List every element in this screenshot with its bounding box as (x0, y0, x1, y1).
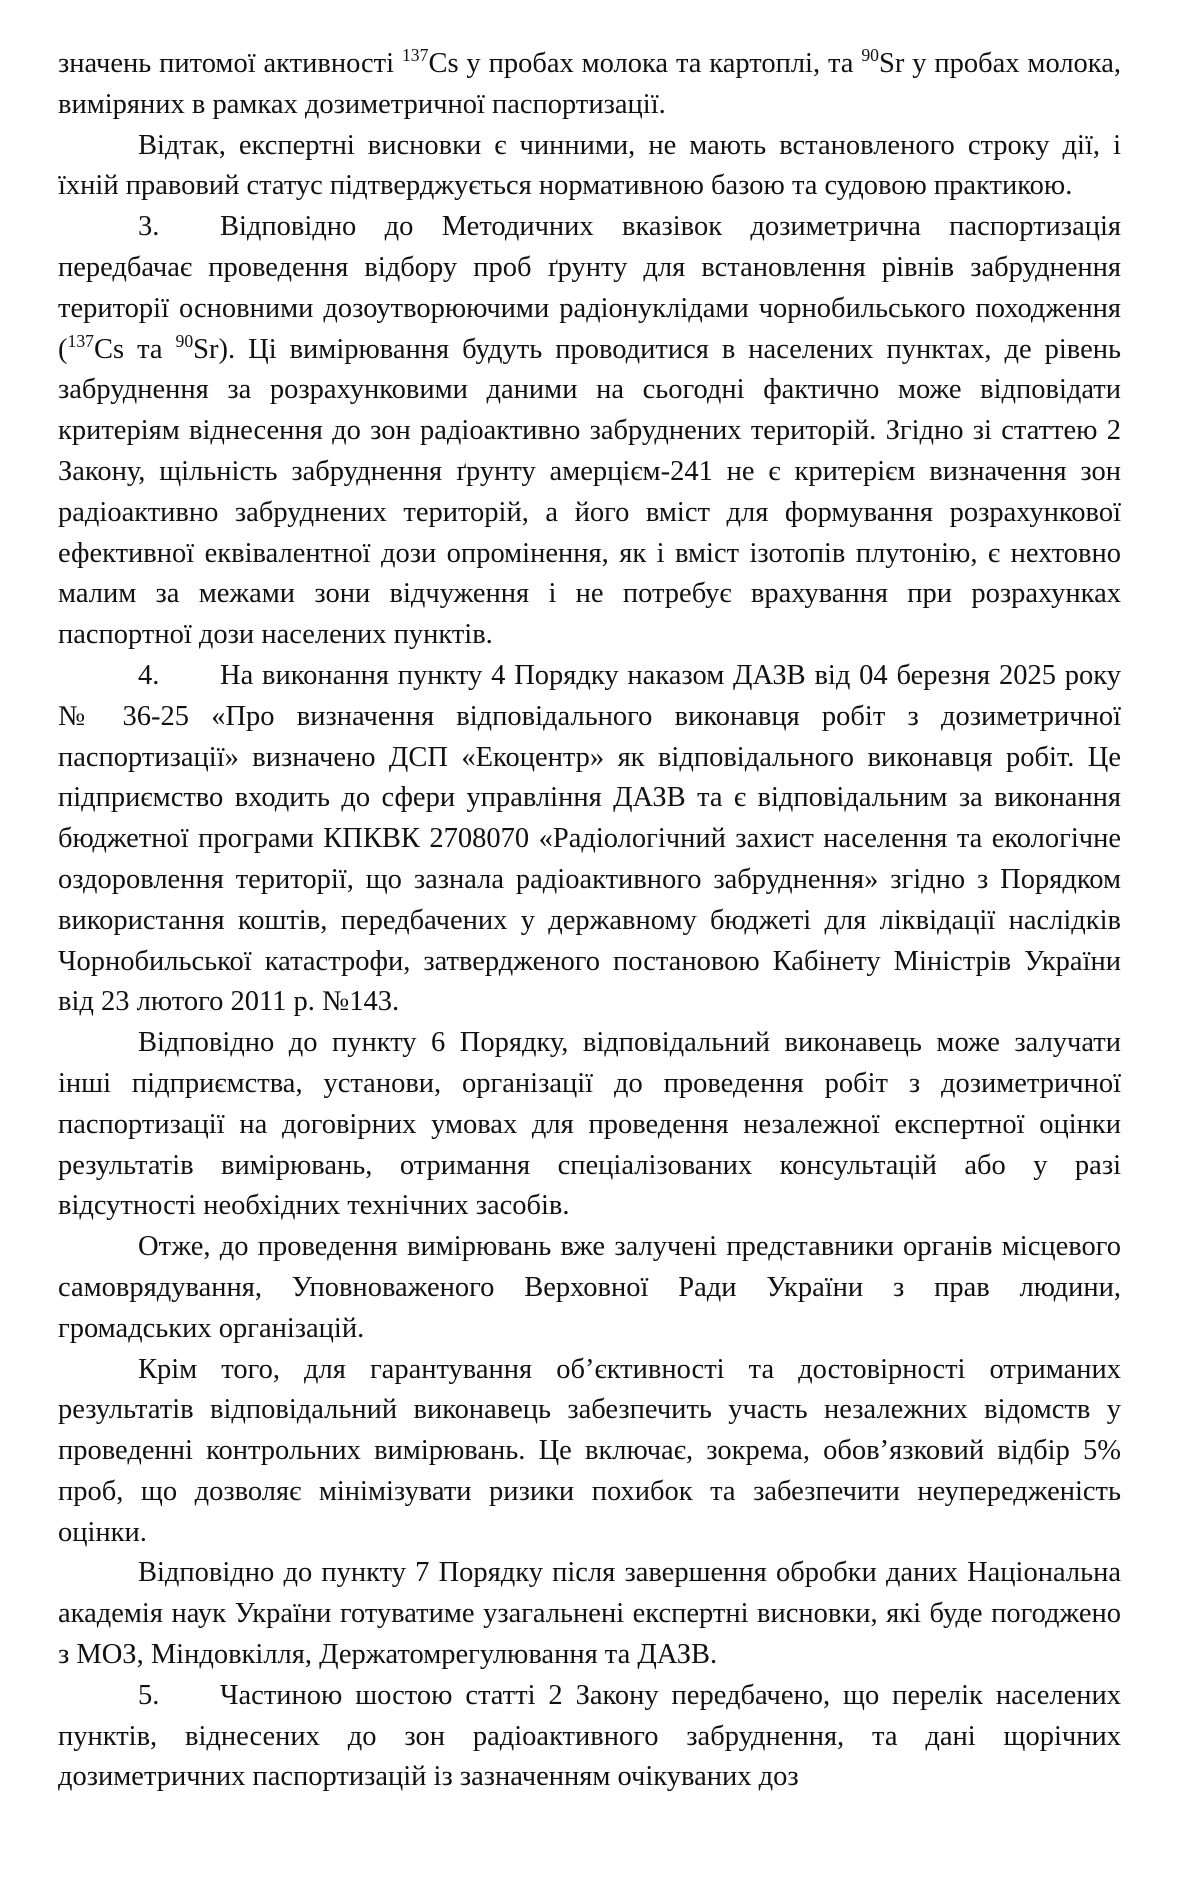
text-segment: Cs та (93, 333, 176, 365)
item-number: 4. (138, 659, 160, 691)
text-segment: На виконання пункту 4 Порядку наказом ДАЗВ від 04 березня 2025 року № 36-25 «Про визначення відповідального виконавця робіт з дозиметричної паспортизації» визначено ДСП «Екоцентр» як відповідального виконавця робіт. Це підприємство входить до сфери управління ДАЗВ та є відповідальним за виконання бюджетної програми КПКВК 2708070 «Радіологічний захист населення та екологічне оздоровлення території, що зазнала радіоактивного забруднення» згідно з Порядком використання коштів, передбачених у державному бюджеті для ліквідації наслідків Чорнобильської катастрофи, затвердженого постановою Кабінету Міністрів України від 23 лютого 2011 р. №143. (58, 659, 1121, 1018)
text-segment: Частиною шостою статті 2 Закону передбачено, що перелік населених пунктів, віднесених до зон радіоактивного забруднення, та дані щорічних дозиметричних паспортизацій із зазначенням очікуваних доз (58, 1679, 1121, 1793)
text-segment: значень питомої активності (58, 48, 402, 79)
isotope-mass-number: 90 (175, 330, 194, 351)
item-number: 5. (138, 1679, 160, 1711)
paragraph-involved-representatives: Отже, до проведення вимірювань вже залучені представники органів місцевого самоврядування, Уповноваженого Верховної Ради України з прав людини, громадських організацій. (58, 1231, 1121, 1344)
isotope-mass-number: 90 (861, 45, 879, 66)
text-segment: Sr). Ці вимірювання будуть проводитися в населених пунктах, де рівень забруднення за розрахунковими даними на сьогодні фактично може відповідати критеріям віднесення до зон радіоактивно забруднених територій. Згідно зі статтею 2 Закону, щільність забруднення ґрунту амерцієм-241 не є критерієм визначення зон радіоактивно забруднених територій, а його вміст для формування розрахункової ефективної еквівалентної дози опромінення, як і вміст ізотопів плутонію, є нехтовно малим за межами зони відчуження і не потребує врахування при розрахунках паспортної дози населених пунктів. (58, 333, 1121, 651)
isotope-mass-number: 137 (67, 330, 94, 351)
paragraph-activity-values (58, 44, 1121, 126)
paragraph-point-6: Відповідно до пункту 6 Порядку, відповідальний виконавець може залучати інші підприємства, установи, організації до проведення робіт з дозиметричної паспортизації на договірних умовах для проведення незалежної експертної оцінки результатів вимірювань, отримання спеціалізованих консультацій або у разі відсутності необхідних технічних засобів. (58, 1027, 1121, 1222)
paragraph-point-7: Відповідно до пункту 7 Порядку після завершення обробки даних Національна академія наук України готуватиме узагальнені експертні висновки, які буде погоджено з МОЗ, Міндовкілля, Держатомрегулювання та ДАЗВ. (58, 1557, 1121, 1671)
paragraph-objectivity: Крім того, для гарантування об’єктивності та достовірності отриманих результатів відповідальний виконавець забезпечить участь незалежних відомств у проведенні контрольних вимірювань. Це включає, зокрема, обов’язковий відбір 5% проб, що дозволяє мінімізувати ризики похибок та забезпечити неупередженість оцінки. (58, 1353, 1121, 1548)
paragraph-item-5 (58, 1676, 1121, 1798)
text-segment: Відповідно до Методичних вказівок дозиметрична паспортизація передбачає проведення відбору проб ґрунту для встановлення рівнів забруднення території основними дозоутворюючими радіонуклідами чорнобильського походження ( (58, 211, 1121, 365)
paragraph-expert-conclusions: Відтак, експертні висновки є чинними, не мають встановленого строку дії, і їхній правовий статус підтверджується нормативною базою та судовою практикою. (58, 129, 1121, 202)
item-number: 3. (138, 211, 160, 243)
paragraph-item-3 (58, 207, 1121, 656)
text-segment: Sr у пробах молока, виміряних в рамках дозиметричної паспортизації. (58, 48, 1121, 120)
paragraph-item-4 (58, 656, 1121, 1023)
isotope-mass-number: 137 (401, 45, 429, 66)
text-segment: Cs у пробах молока та картоплі, та (428, 48, 862, 79)
